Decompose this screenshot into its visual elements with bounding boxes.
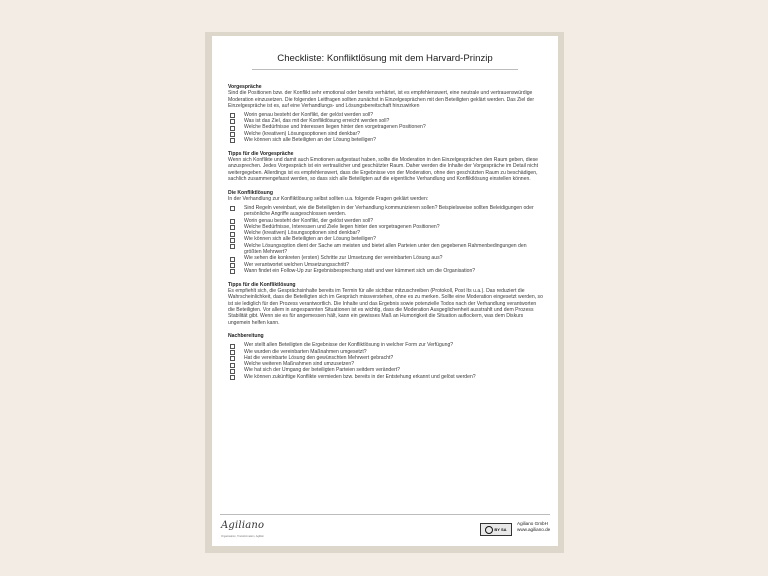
checklist — [228, 112, 544, 143]
checklist-item-text: Wie wurden die vereinbarten Maßnahmen umgesetzt? — [244, 348, 367, 355]
checklist-item-text: Wann findet ein Follow-Up zur Ergebnisbesprechung statt und wer kümmert sich um die Organisation? — [244, 267, 476, 274]
checklist-item-text: Wer verantwortet welchen Umsetzungsschritt? — [244, 261, 349, 268]
checklist-item-text: Hat die vereinbarte Lösung den gewünschten Mehrwert gebracht? — [244, 354, 394, 361]
checklist-content — [228, 84, 544, 388]
checklist-item — [228, 374, 544, 380]
checklist-item-text: Wie können sich alle Beteiligten an der Lösung beteiligen? — [244, 136, 376, 143]
section-paragraph: In der Verhandlung zur Konfliktlösung selbst sollten u.a. folgende Fragen geklärt werden: — [228, 196, 429, 203]
company-name: Agiliano GmbH — [517, 521, 548, 526]
checklist-item-text: Worin genau besteht der Konflikt, der gelöst werden soll? — [244, 111, 374, 118]
checklist-item-text: Welche (kreativen) Lösungsoptionen sind denkbar? — [244, 130, 361, 137]
checklist-item-text: Wie sehen die konkreten (ersten) Schritte zur Umsetzung der vereinbarten Lösung aus? — [244, 255, 443, 262]
section-title: Tipps für die Vorgespräche — [228, 150, 294, 157]
section — [228, 282, 544, 326]
agiliano-logo: Agiliano — [221, 520, 265, 531]
company-info — [517, 521, 550, 534]
checklist-item-text: Wer stellt allen Beteiligten die Ergebnisse der Konfliktlösung in welcher Form zur Verfügung? — [244, 342, 454, 349]
checklist-item — [228, 205, 544, 218]
checklist-item-text: Welche Bedürfnisse, Interessen und Ziele liegen hinter den vorgetragenen Positionen? — [244, 223, 440, 230]
section-paragraph: Sind die Positionen bzw. der Konflikt sehr emotional oder bereits verhärtet, ist es empfehlenswert, eine neutrale und vertrauenswürdige Moderation einzusetzen. Die folgenden Leitfragen sollten zunächst in Einzelgesprächen mit den Beteiligten geklärt werden. Das Ziel der Einzelgespräche ist es, auf eine Verhandlungs- und Lösungsbereitschaft hinzuwirken — [228, 90, 535, 109]
checkbox-icon[interactable] — [230, 138, 235, 143]
cc-license-icon — [480, 523, 512, 536]
checkbox-icon[interactable] — [230, 206, 235, 211]
page-title: Checkliste: Konfliktlösung mit dem Harvard-Prinzip — [277, 53, 493, 64]
checklist-page — [212, 36, 558, 546]
section-paragraph: Wenn sich Konflikte und damit auch Emotionen aufgestaut haben, sollte die Moderation in den Einzelgesprächen den Raum geben, diese anzusprechen. Jedes Vorgespräch ist ein vertraulicher und geschützter Raum. Daher werden die Inhalte der Vorgespräche im Detail nicht weitergegeben. Allerdings ist es empfehlenswert, dass die Ergebnisse von der Moderation, ohne den geschützten Raum zu beschädigen, sachlich zusammengefasst werden, so dass sich alle Beteiligten auf die eigentliche Verhandlung und Konfliktlösung einstellen können. — [228, 157, 539, 182]
section-title: Die Konfliktlösung — [228, 189, 273, 196]
checkbox-icon[interactable] — [230, 269, 235, 274]
checklist-item-text: Wie können sich alle Beteiligten an der Lösung beteiligen? — [244, 236, 376, 243]
checklist-item-text: Wie hat sich der Umgang der beteiligten Parteien seitdem verändert? — [244, 367, 401, 374]
checklist-item-text: Wie können zukünftige Konflikte vermieden bzw. bereits in der Entstehung erkannt und gelöst werden? — [244, 373, 476, 380]
logo-tagline: Organisation, Transformation, Agilität — [221, 535, 264, 538]
checklist-item-text: Sind Regeln vereinbart, wie die Beteiligten in der Verhandlung kommunizieren sollen? Beispielsweise sollten Beleidigungen oder persönliche Angriffe ausgeschlossen werden. — [244, 204, 534, 218]
checklist-item-text: Welche Bedürfnisse und Interessen liegen hinter den vorgetragenen Positionen? — [244, 124, 426, 131]
section — [228, 151, 544, 182]
title-divider — [252, 69, 518, 70]
section — [228, 333, 544, 380]
checklist-item — [228, 137, 544, 143]
section-title: Vorgespräche — [228, 84, 262, 90]
checklist — [228, 205, 544, 274]
checklist-item-text: Was ist das Ziel, das mit der Konfliktlösung erreicht werden soll? — [244, 117, 390, 124]
checkbox-icon[interactable] — [230, 375, 235, 380]
section-title: Nachbereitung — [228, 333, 264, 340]
section — [228, 190, 544, 274]
checklist-item — [228, 268, 544, 274]
company-website: www.agiliano.de — [517, 527, 551, 533]
checklist-item-text: Welche Lösungsoption dient der Sache am meisten und bietet allen Parteien unter den gegebenen Rahmenbedingungen den größten Mehrwert? — [244, 242, 527, 256]
footer-divider — [220, 514, 550, 515]
checklist-item-text: Welche weiteren Maßnahmen sind umzusetzen? — [244, 361, 355, 368]
section — [228, 84, 544, 143]
checklist-item-text: Welche (kreativen) Lösungsoptionen sind denkbar? — [244, 230, 361, 237]
license-label: BY SA — [494, 527, 507, 532]
cc-circle-icon — [485, 526, 493, 534]
section-title: Tipps für die Konfliktlösung — [228, 281, 296, 288]
checkbox-icon[interactable] — [230, 244, 235, 249]
checklist-item — [228, 243, 544, 256]
section-paragraph: Es empfiehlt sich, die Gesprächsinhalte bereits im Termin für alle sichtbar mitzuschreiben (Protokoll, Post Its u.a.). Das reduziert die Wahrscheinlichkeit, dass die Beteiligten sich im Gespräch missverstehen, ohne es zu merken. Sollte eine Moderation eingesetzt werden, so ist sie lediglich für den Prozess verantwortlich. Die Inhalte und das Ergebnis sowie potenzielle Todos nach der Verhandlung verantworten die Beteiligten. Vor allem in angespannten Situationen ist es wichtig, dass die Moderation Ausgeglichenheit ausstrahlt und dem Prozess Stabilität gibt. Wenn sie es für angemessen hält, kann ein gewisses Maß an Humorigkeit die Situation auflockern, was dem Diskurs ungemein helfen kann. — [228, 288, 543, 326]
checklist-item-text: Worin genau besteht der Konflikt, der gelöst werden soll? — [244, 217, 374, 224]
checklist — [228, 342, 544, 380]
